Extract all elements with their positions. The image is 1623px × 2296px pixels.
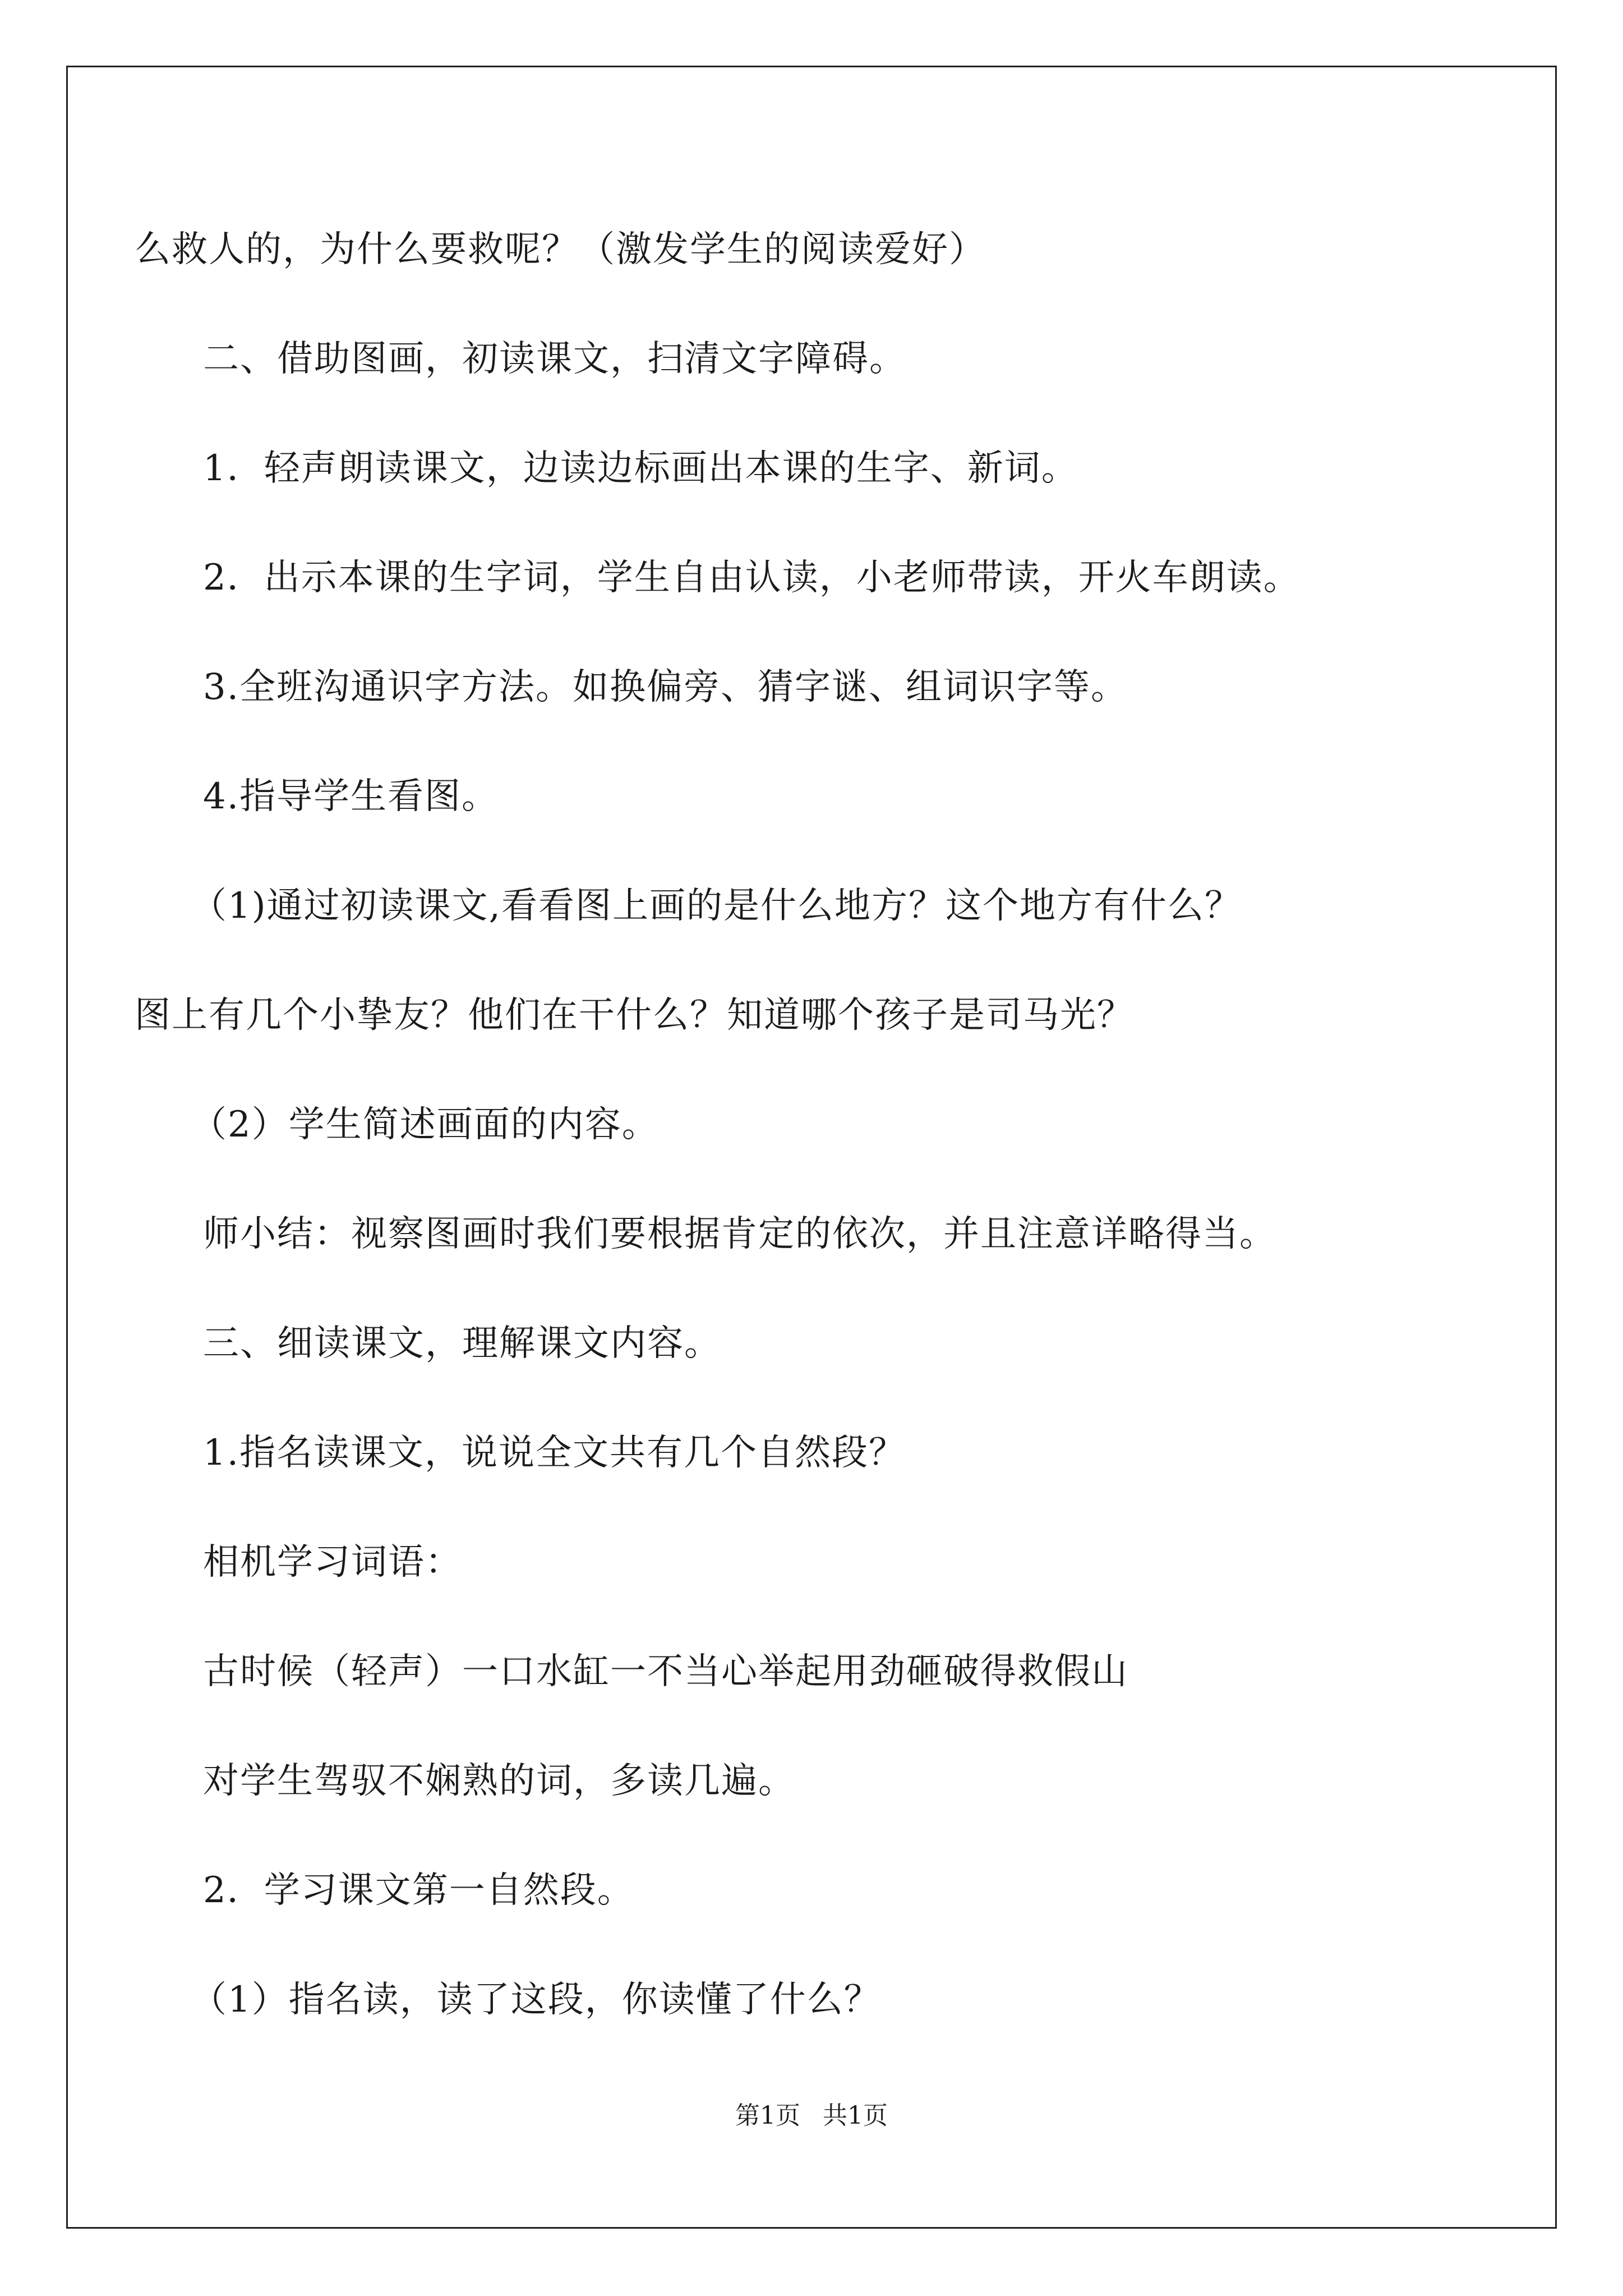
paragraph-line: 古时候（轻声）一口水缸一不当心举起用劲砸破得救假山 — [203, 1651, 1128, 1692]
paragraph-line: 1.指名读课文，说说全文共有几个自然段？ — [203, 1432, 906, 1474]
paragraph-line: 4.指导学生看图。 — [203, 776, 499, 817]
paragraph-line: 3.全班沟通识字方法。如换偏旁、猜字谜、组词识字等。 — [203, 666, 1128, 708]
page-total: 共1页 — [823, 2101, 888, 2130]
paragraph-line: 1．轻声朗读课文，边读边标画出本课的生字、新词。 — [203, 448, 1078, 489]
paragraph-line: （1)通过初读课文,看看图上画的是什么地方？这个地方有什么？ — [191, 885, 1242, 927]
page-number: 第1页 — [735, 2101, 800, 2130]
paragraph-line: （2）学生简述画面的内容。 — [191, 1104, 659, 1145]
section-heading: 三、细读课文，理解课文内容。 — [203, 1323, 721, 1364]
paragraph-line: （1）指名读，读了这段，你读懂了什么？ — [191, 1979, 881, 2021]
paragraph-line: 2．出示本课的生字词，学生自由认读，小老师带读，开火车朗读。 — [203, 557, 1301, 599]
paragraph-line: 相机学习词语： — [203, 1542, 462, 1583]
section-heading: 二、借助图画，初读课文，扫清文字障碍。 — [203, 338, 906, 380]
page-footer — [0, 2099, 1623, 2133]
paragraph-line: 2．学习课文第一自然段。 — [203, 1870, 634, 1911]
paragraph-line: 对学生驾驭不娴熟的词，多读几遍。 — [203, 1760, 795, 1802]
paragraph-line: 么救人的，为什么要救呢？（激发学生的阅读爱好） — [135, 229, 986, 270]
paragraph-line: 图上有几个小挚友？他们在干什么？知道哪个孩子是司马光？ — [135, 995, 1134, 1036]
paragraph-line: 师小结：视察图画时我们要根据肯定的依次，并且注意详略得当。 — [203, 1213, 1276, 1255]
